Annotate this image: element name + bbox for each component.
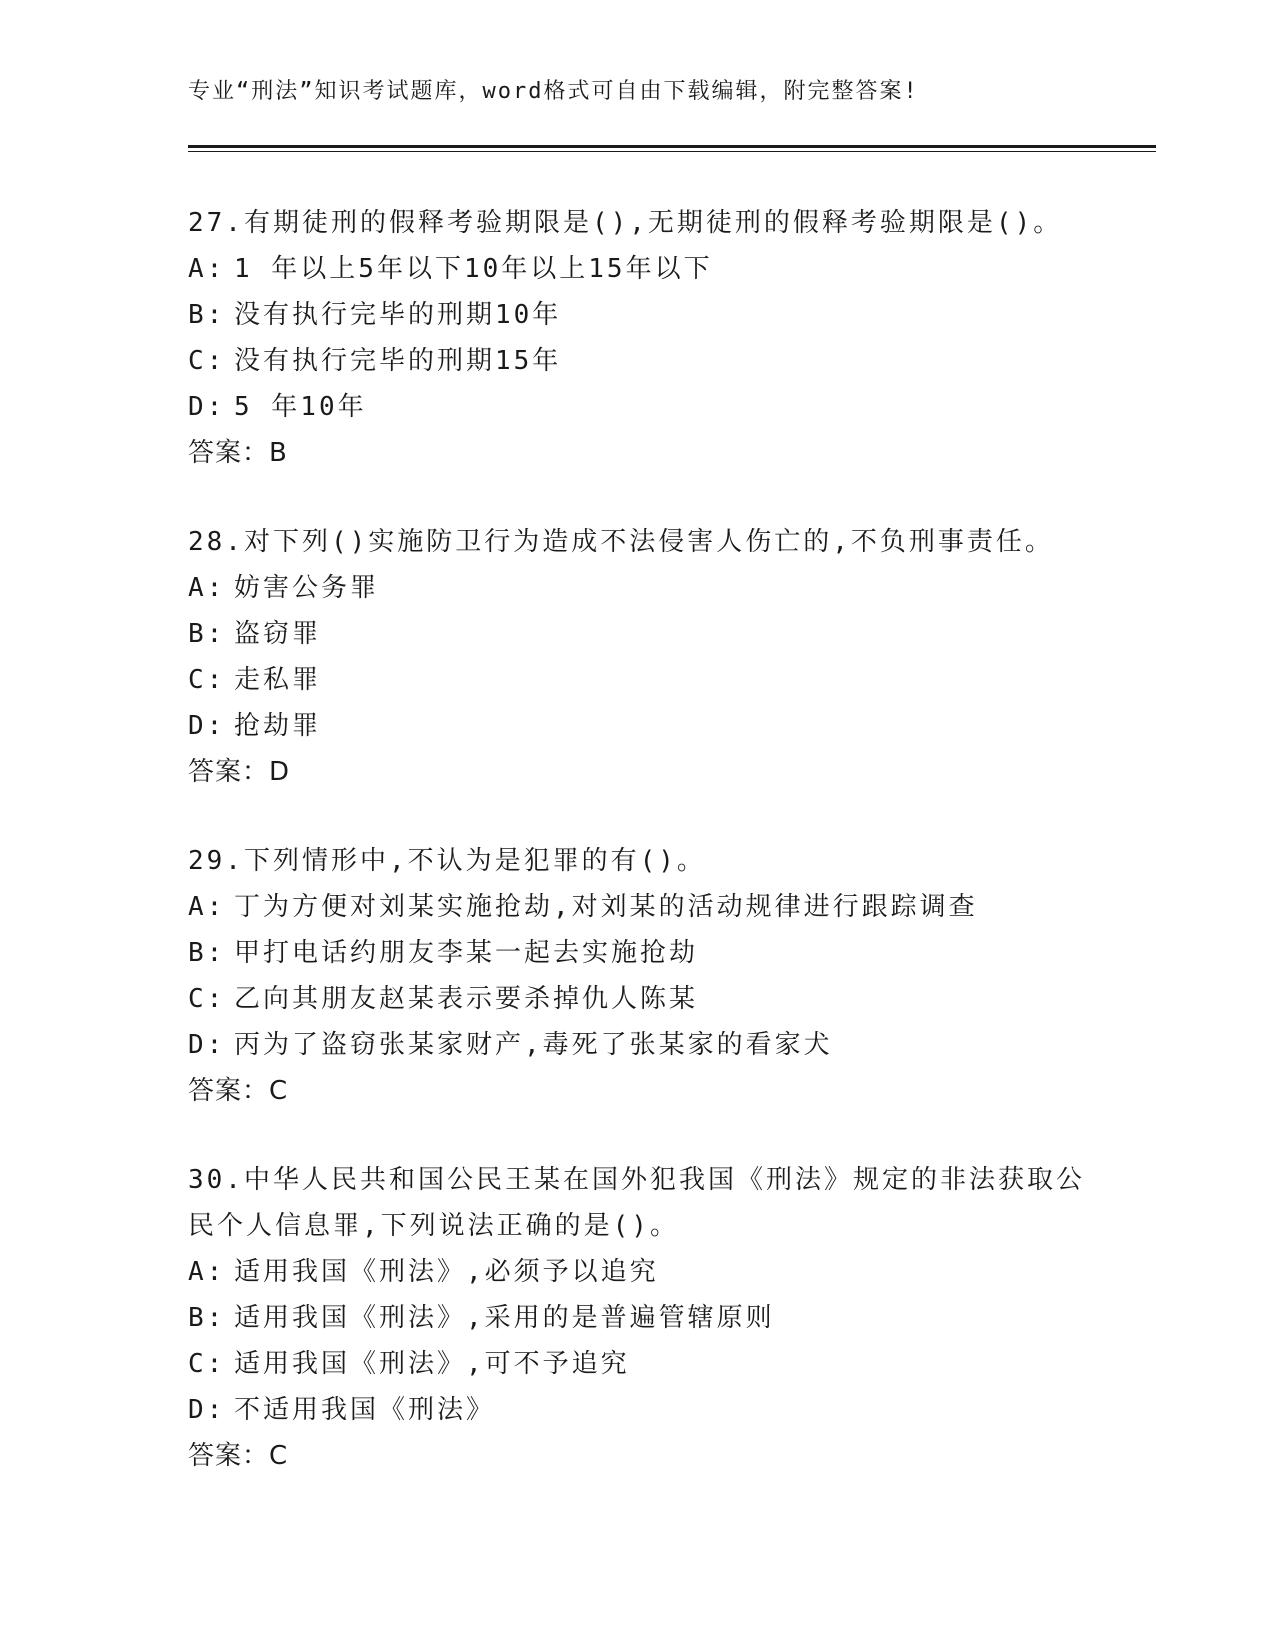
option-letter: A:: [188, 892, 226, 922]
option-letter: B:: [188, 300, 226, 330]
option-text: 没有执行完毕的刑期15年: [234, 346, 562, 376]
option-text: 抢劫罪: [234, 711, 322, 741]
option-letter: D:: [188, 1395, 226, 1425]
option-b: [188, 292, 1088, 338]
option-text: 乙向其朋友赵某表示要杀掉仇人陈某: [234, 984, 699, 1014]
option-text: 适用我国《刑法》,必须予以追究: [234, 1257, 659, 1287]
option-letter: D:: [188, 711, 226, 741]
option-text: 不适用我国《刑法》: [234, 1395, 496, 1425]
option-c: [188, 657, 1088, 703]
option-a: [188, 246, 1088, 292]
option-b: [188, 930, 1088, 976]
option-d: [188, 384, 1088, 430]
option-letter: C:: [188, 346, 226, 376]
option-a: [188, 1249, 1088, 1295]
option-text: 丙为了盗窃张某家财产,毒死了张某家的看家犬: [234, 1030, 833, 1060]
question-text: 29.下列情形中,不认为是犯罪的有()。: [188, 846, 706, 876]
option-letter: A:: [188, 1257, 226, 1287]
option-letter: C:: [188, 1349, 226, 1379]
answer-line: 答案：C: [188, 1441, 289, 1471]
option-text: 没有执行完毕的刑期10年: [234, 300, 562, 330]
option-letter: C:: [188, 665, 226, 695]
option-c: [188, 976, 1088, 1022]
question-text: 27.有期徒刑的假释考验期限是(),无期徒刑的假释考验期限是()。: [188, 208, 1063, 238]
option-a: [188, 884, 1088, 930]
option-text: 妨害公务罪: [234, 573, 380, 603]
option-text: 甲打电话约朋友李某一起去实施抢劫: [234, 938, 699, 968]
option-letter: B:: [188, 938, 226, 968]
question-28: [188, 519, 1088, 795]
option-b: [188, 1295, 1088, 1341]
answer-line: 答案：C: [188, 1076, 289, 1106]
answer-line: 答案：B: [188, 438, 288, 468]
option-text: 丁为方便对刘某实施抢劫,对刘某的活动规律进行跟踪调查: [234, 892, 978, 922]
option-letter: A:: [188, 573, 226, 603]
option-d: [188, 1022, 1088, 1068]
option-letter: B:: [188, 1303, 226, 1333]
option-c: [188, 338, 1088, 384]
option-letter: D:: [188, 392, 226, 422]
header-rule-thin: [188, 151, 1156, 152]
option-letter: B:: [188, 619, 226, 649]
option-a: [188, 565, 1088, 611]
option-text: 适用我国《刑法》,采用的是普遍管辖原则: [234, 1303, 775, 1333]
header-rule-thick: [188, 145, 1156, 148]
option-text: 5 年10年: [234, 392, 367, 422]
question-text: 30.中华人民共和国公民王某在国外犯我国《刑法》规定的非法获取公民个人信息罪,下列说法正确的是()。: [188, 1165, 1085, 1241]
option-letter: D:: [188, 1030, 226, 1060]
option-c: [188, 1341, 1088, 1387]
option-b: [188, 611, 1088, 657]
option-d: [188, 703, 1088, 749]
option-text: 盗窃罪: [234, 619, 322, 649]
option-text: 走私罪: [234, 665, 322, 695]
option-text: 1 年以上5年以下10年以上15年以下: [234, 254, 713, 284]
option-letter: C:: [188, 984, 226, 1014]
question-27: [188, 200, 1088, 476]
question-29: [188, 838, 1088, 1114]
answer-line: 答案：D: [188, 757, 291, 787]
question-text: 28.对下列()实施防卫行为造成不法侵害人伤亡的,不负刑事责任。: [188, 527, 1054, 557]
option-letter: A:: [188, 254, 226, 284]
option-d: [188, 1387, 1088, 1433]
option-text: 适用我国《刑法》,可不予追究: [234, 1349, 630, 1379]
page-header: 专业“刑法”知识考试题库，word格式可自由下载编辑，附完整答案!: [188, 79, 919, 104]
question-30: [188, 1157, 1088, 1479]
